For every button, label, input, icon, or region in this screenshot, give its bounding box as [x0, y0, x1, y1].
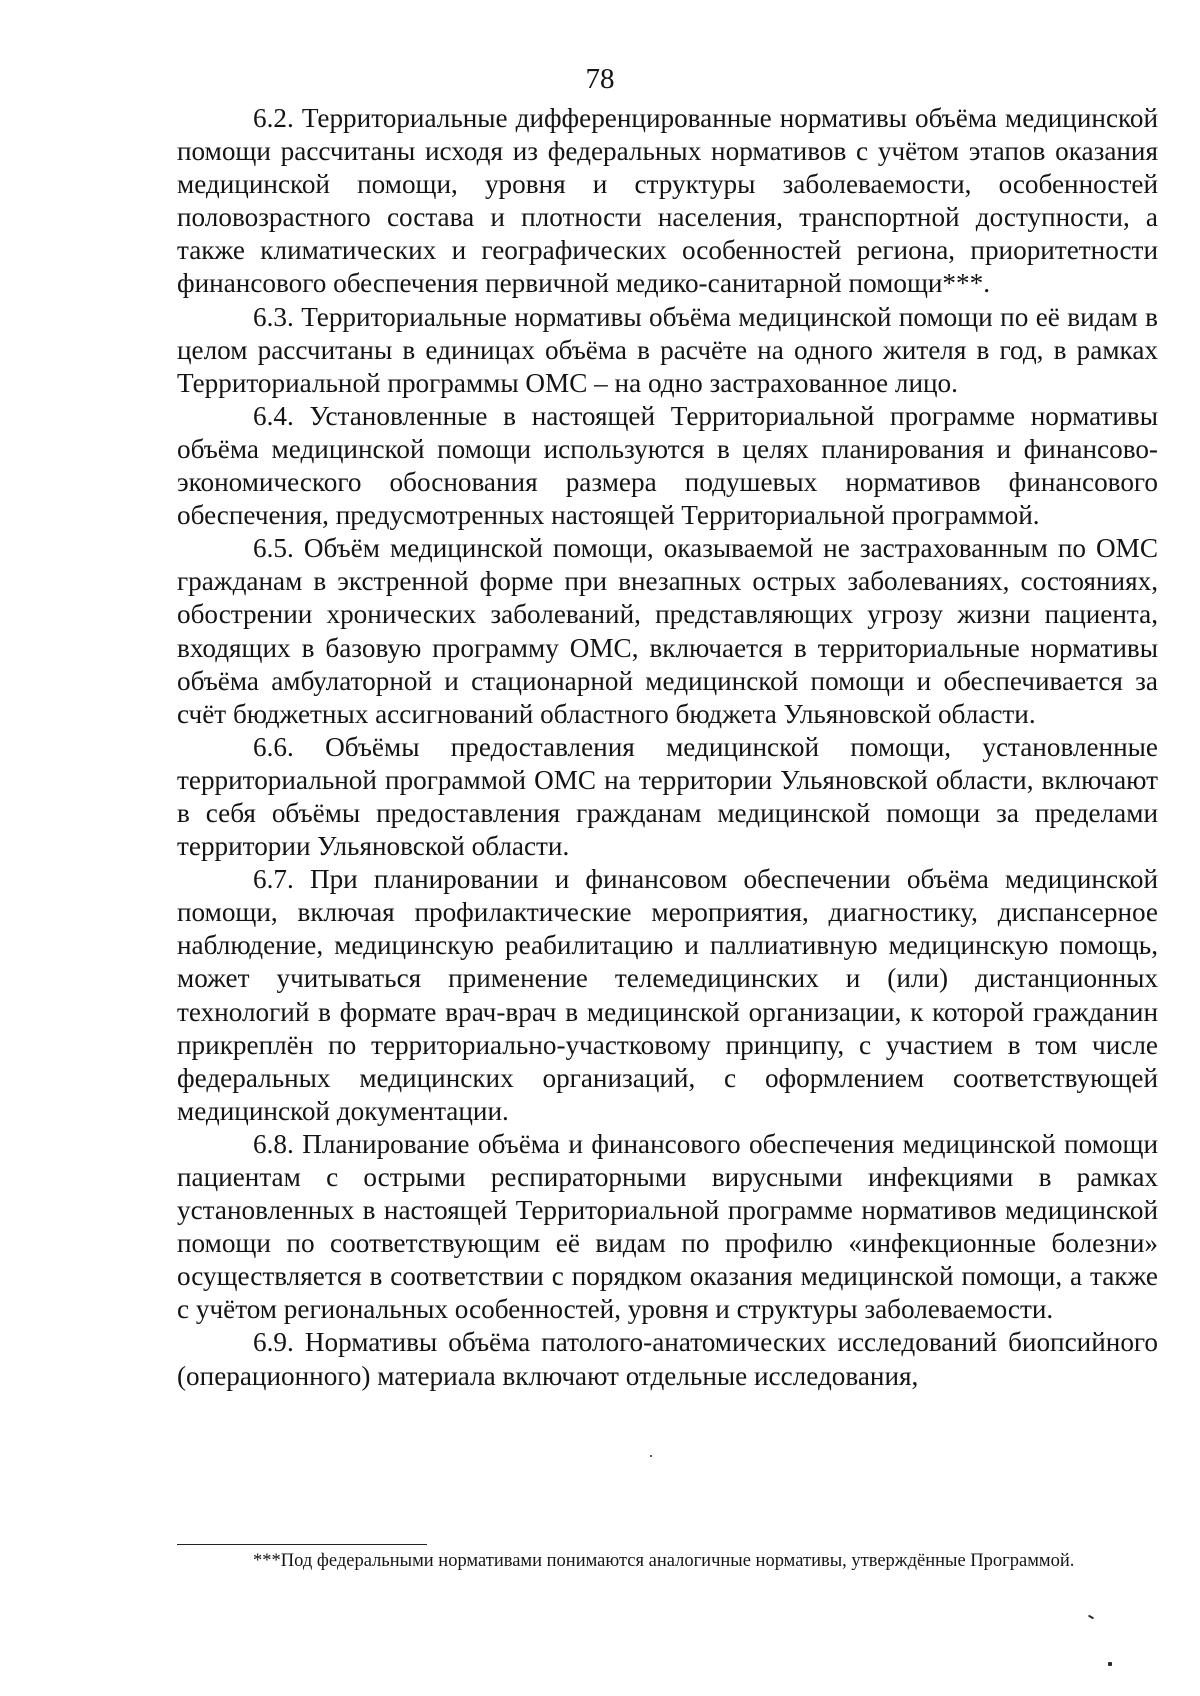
paragraph-6-7: 6.7. При планировании и финансовом обеспечении объёма медицинской помощи, включая профилактические мероприятия, диагностику, диспансерное наблюдение, медицинскую реабилитацию и паллиативную медицинскую помощь, может учитываться применение телемедицинских и (или) дистанционных технологий в формате врач-врач в медицинской организации, к которой гражданин прикреплён по территориально-участковому принципу, с участием в том числе федеральных медицинских организаций, с оформлением соответствующей медицинской документации.	[177, 864, 1158, 1126]
scan-speck	[650, 1455, 652, 1457]
paragraph-6-5: 6.5. Объём медицинской помощи, оказываемой не застрахованным по ОМС гражданам в экстренной форме при внезапных острых заболеваниях, состояниях, обострении хронических заболеваний, представляющих угрозу жизни пациента, входящих в базовую программу ОМС, включается в территориальные нормативы объёма амбулаторной и стационарной медицинской помощи и обеспечивается за счёт бюджетных ассигнований областного бюджета Ульяновской области.	[177, 533, 1158, 729]
paragraph-6-3: 6.3. Территориальные нормативы объёма медицинской помощи по её видам в целом рассчитаны в единицах объёма в расчёте на одного жителя в год, в рамках Территориальной программы ОМС – на одно застрахованное лицо.	[177, 301, 1158, 398]
scan-speck	[1108, 1662, 1112, 1666]
paragraph-6-6: 6.6. Объёмы предоставления медицинской помощи, установленные территориальной программой ОМС на территории Ульяновской области, включают в себя объёмы предоставления гражданам медицинской помощи за пределами территории Ульяновской области.	[177, 731, 1158, 862]
page-number: 78	[585, 63, 615, 95]
scan-speck	[1088, 1615, 1094, 1620]
footnote: ***Под федеральными нормативами понимаются аналогичные нормативы, утверждённые Программой.	[253, 1551, 1075, 1571]
paragraph-6-2: 6.2. Территориальные дифференцированные нормативы объёма медицинской помощи рассчитаны исходя из федеральных нормативов с учётом этапов оказания медицинской помощи, уровня и структуры заболеваемости, особенностей половозрастного состава и плотности населения, транспортной доступности, а также климатических и географических особенностей региона, приоритетности финансового обеспечения первичной медико-санитарной помощи***.	[177, 103, 1158, 299]
document-body	[177, 102, 1158, 1393]
paragraph-6-4: 6.4. Установленные в настоящей Территориальной программе нормативы объёма медицинской помощи используются в целях планирования и финансово-экономического обоснования размера подушевых нормативов финансового обеспечения, предусмотренных настоящей Территориальной программой.	[177, 400, 1158, 531]
footnote-divider	[177, 1544, 427, 1545]
paragraph-6-8: 6.8. Планирование объёма и финансового обеспечения медицинской помощи пациентам с острыми респираторными вирусными инфекциями в рамках установленных в настоящей Территориальной программе нормативов медицинской помощи по соответствующим её видам по профилю «инфекционные болезни» осуществляется в соответствии с порядком оказания медицинской помощи, а также с учётом региональных особенностей, уровня и структуры заболеваемости.	[177, 1128, 1158, 1325]
paragraph-6-9: 6.9. Нормативы объёма патолого-анатомических исследований биопсийного (операционного) материала включают отдельные исследования,	[177, 1327, 1158, 1391]
